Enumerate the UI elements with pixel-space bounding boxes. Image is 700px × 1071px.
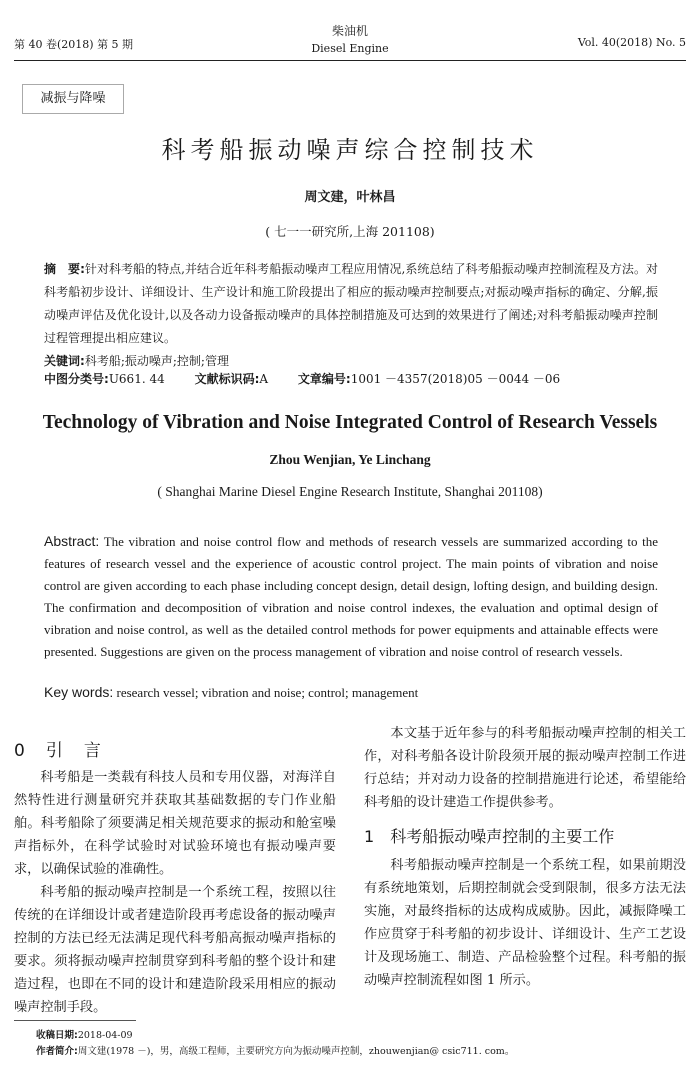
section-label: 减振与降噪 xyxy=(22,84,124,114)
body-right-column xyxy=(364,722,686,814)
keywords-en xyxy=(44,684,664,701)
abstract-cn-label: 摘 要: xyxy=(44,262,85,276)
abstract-cn-text: 针对科考船的特点,并结合近年科考船振动噪声工程应用情况,系统总结了科考船振动噪声控制流程及方法。对科考船初步设计、详细设计、生产设计和施工阶段提出了相应的振动噪声控制要点;对振动噪声指标的确定、分解,振动噪声评估及优化设计,以及各动力设备振动噪声的具体控制措施及可达到的效果进行了阐述;对科考船振动噪声控制过程管理提出相应建议。 xyxy=(44,262,658,345)
clc-value: U661. 44 xyxy=(108,372,165,386)
author-bio-label: 作者简介: xyxy=(36,1046,78,1057)
section1-number: 1 xyxy=(364,827,375,846)
section1-title: 科考船振动噪声控制的主要工作 xyxy=(390,827,615,846)
article-no-value: 1001 －4357(2018)05 －0044 －06 xyxy=(350,372,561,386)
section1-body xyxy=(364,854,686,992)
journal-name-en: Diesel Engine xyxy=(311,42,389,55)
authors-en: Zhou Wenjian, Ye Linchang xyxy=(269,452,431,467)
header-volume: 第 40 卷(2018) 第 5 期 xyxy=(14,38,134,51)
doc-code-label: 文献标识码: xyxy=(194,372,260,386)
title-cn: 科考船振动噪声综合控制技术 xyxy=(161,136,539,164)
intro-paragraph-3: 本文基于近年参与的科考船振动噪声控制的相关工作，对科考船各设计阶段须开展的振动噪声控制工作进行总结；并对动力设备的控制措施进行论述，希望能给科考船的设计建造工作提供参考。 xyxy=(364,726,686,810)
intro-paragraph-1: 科考船是一类载有科技人员和专用仪器，对海洋自然特性进行测量研究并获取其基础数据的专门作业船舶。科考船除了须要满足相关规范要求的振动和舱室噪声指标外，在科学试验时对试验环境也有振动噪声要求，以确保试验的准确性。 xyxy=(14,770,336,877)
received-label: 收稿日期: xyxy=(36,1030,78,1041)
header-rule xyxy=(14,60,686,61)
abstract-en xyxy=(44,530,658,663)
abstract-en-label: Abstract: xyxy=(44,533,100,549)
affiliation-cn: ( 七一一研究所,上海 201108) xyxy=(265,224,435,239)
section1-heading xyxy=(364,824,614,847)
section1-paragraph-1: 科考船振动噪声控制是一个系统工程，如果前期没有系统地策划，后期控制就会受到限制，很多方法无法实施，对最终指标的达成构成威胁。因此，减振降噪工作应贯穿于科考船的初步设计、详细设计、生产工艺设计及现场施工、制造、产品检验整个过程。科考船的振动噪声控制流程如图 1 所示。 xyxy=(364,858,686,988)
footnote-author xyxy=(36,1043,514,1057)
author-bio-value: 周文建(1978 －)，男，高级工程师，主要研究方向为振动噪声控制，zhouwenjian@ csic711. com。 xyxy=(77,1046,515,1057)
intro-paragraph-2: 科考船的振动噪声控制是一个系统工程，按照以往传统的在详细设计或者建造阶段再考虑设备的振动噪声控制的方法已经无法满足现代科考船高振动噪声指标的要求。须将振动噪声控制贯穿到科考船的整个设计和建造过程，也即在不同的设计和建造阶段采用相应的振动噪声控制手段。 xyxy=(14,885,336,1015)
doc-code-value: A xyxy=(259,372,269,386)
title-en: Technology of Vibration and Noise Integrated Control of Research Vessels xyxy=(42,412,658,433)
abstract-en-text: The vibration and noise control flow and methods of research vessels are summarized according to the features of research vessel and the experience of acoustic control project. The main points of vibration and noise control are given according to each phase including concept design, detail design, lofting design, and building design. The confirmation and decomposition of vibration and noise control indexes, the evaluation and optimal design of vibration and noise control, as well as the detailed control methods for power equipments and attainable effects were presented. Suggestions are given on the process management of vibration and noise control of research vessels. xyxy=(44,534,659,659)
article-meta xyxy=(44,370,586,387)
keywords-en-label: Key words: xyxy=(44,684,114,700)
received-value: 2018-04-09 xyxy=(77,1030,133,1041)
journal-name-cn: 柴油机 xyxy=(331,24,368,38)
article-no-label: 文章编号: xyxy=(297,372,351,386)
clc-label: 中图分类号: xyxy=(44,372,109,386)
authors-cn: 周文建，叶林昌 xyxy=(304,190,396,205)
intro-heading: 0 引 言 xyxy=(14,741,103,761)
keywords-cn-label: 关键词: xyxy=(44,354,85,368)
keywords-en-text: research vessel; vibration and noise; control; management xyxy=(116,685,419,700)
footnote-received xyxy=(36,1027,133,1041)
footnote-rule xyxy=(14,1020,136,1021)
keywords-cn-text: 科考船;振动噪声;控制;管理 xyxy=(84,354,229,368)
affiliation-en: ( Shanghai Marine Diesel Engine Research Institute, Shanghai 201108) xyxy=(157,484,543,499)
abstract-cn xyxy=(44,258,658,373)
header-volume-en: Vol. 40(2018) No. 5 xyxy=(577,36,686,49)
body-left-column xyxy=(14,766,336,1019)
